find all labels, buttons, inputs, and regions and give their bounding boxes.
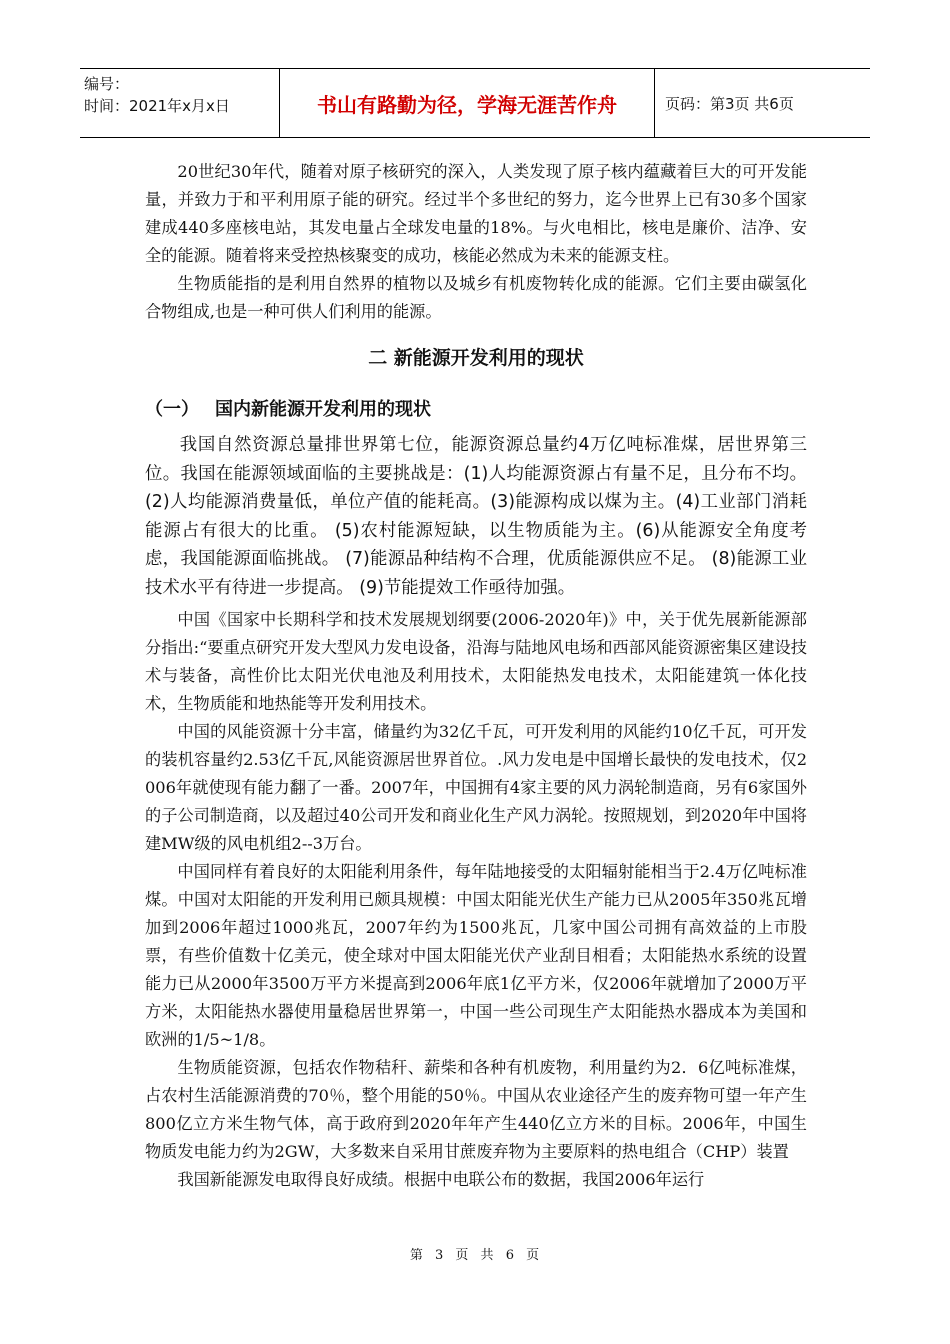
body-block-1: [145, 158, 807, 326]
section-heading-block: [145, 343, 807, 370]
subsection-heading: [145, 395, 807, 421]
header-info-cell: [80, 69, 280, 137]
document-number-label: 编号：: [84, 75, 130, 93]
paragraph-power-generation: 我国新能源发电取得良好成绩。根据中电联公布的数据，我国2006年运行: [177, 1170, 705, 1189]
subsection-heading-block: [145, 395, 807, 421]
paragraph-plan: 中国《国家中长期科学和技术发展规划纲要(2006-2020年)》中，关于优先展新能源部分指出:“要重点研究开发大型风力发电设备，沿海与陆地风电场和西部风能资源密集区建设技术与装备，高性价比太阳光伏电池及利用技术，太阳能热发电技术，太阳能建筑一体化技术，生物质能和地热能等开发利用技术。: [145, 610, 807, 713]
paragraph-solar: 中国同样有着良好的太阳能利用条件，每年陆地接受的太阳辐射能相当于2.4万亿吨标准煤。中国对太阳能的开发利用已颇具规模：中国太阳能光伏生产能力已从2005年350兆瓦增加到2006年超过1000兆瓦，2007年约为1500兆瓦，几家中国公司拥有高效益的上市股票，有些价值数十亿美元，使全球对中国太阳能光伏产业刮目相看；太阳能热水系统的设置能力已从2000年3500万平方米提高到2006年底1亿平方米，仅2006年就增加了2000万平方米，太阳能热水器使用量稳居世界第一，中国一些公司现生产太阳能热水器成本为美国和欧洲的1/5~1/8。: [145, 862, 807, 1049]
paragraph-biomass-resources: 生物质能资源，包括农作物秸秆、薪柴和各种有机废物，利用量约为2．6亿吨标准煤，占农村生活能源消费的70％，整个用能的50％。中国从农业途径产生的废弃物可望一年产生800亿立方米生物气体，高于政府到2020年年产生440亿立方米的目标。2006年，中国生物质发电能力约为2GW，大多数来自采用甘蔗废弃物为主要原料的热电组合（CHP）装置: [145, 1058, 807, 1161]
paragraph-wind: 中国的风能资源十分丰富，储量约为32亿千瓦，可开发利用的风能约10亿千瓦，可开发的装机容量约2.53亿千瓦,风能资源居世界首位。.风力发电是中国增长最快的发电技术，仅2006年就使现有能力翻了一番。2007年，中国拥有4家主要的风力涡轮制造商，另有6家国外的子公司制造商，以及超过40公司开发和商业化生产风力涡轮。按照规划，到2020年中国将建MW级的风电机组2--3万台。: [145, 722, 807, 853]
page-footer: 第 3 页 共 6 页: [409, 1248, 541, 1263]
document-time-label: 时间：2021年x月x日: [84, 97, 230, 115]
subsection-title: 国内新能源开发利用的现状: [215, 399, 431, 420]
header-table: [80, 68, 870, 138]
subsection-number: （一）: [145, 399, 199, 420]
header-motto: 书山有路勤为径，学海无涯苦作舟: [280, 69, 655, 137]
body-block-3: [145, 606, 807, 1194]
body-block-2: [145, 431, 807, 602]
paragraph-challenges: 我国自然资源总量排世界第七位，能源资源总量约4万亿吨标准煤，居世界第三位。我国在能源领域面临的主要挑战是：(1)人均能源资源占有量不足，且分布不均。(2)人均能源消费量低，单位产值的能耗高。(3)能源构成以煤为主。(4)工业部门消耗能源占有很大的比重。 (5)农村能源短缺，以生物质能为主。(6)从能源安全角度考虑，我国能源面临挑战。 (7)能源品种结构不合理，优质能源供应不足。 (8)能源工业技术水平有待进一步提高。 (9)节能提效工作亟待加强。: [145, 435, 807, 598]
paragraph-biomass-definition: 生物质能指的是利用自然界的植物以及城乡有机废物转化成的能源。它们主要由碳氢化合物组成,也是一种可供人们利用的能源。: [145, 274, 807, 321]
section-heading: 二 新能源开发利用的现状: [368, 347, 584, 369]
paragraph-nuclear: 20世纪30年代，随着对原子核研究的深入，人类发现了原子核内蕴藏着巨大的可开发能量，并致力于和平利用原子能的研究。经过半个多世纪的努力，迄今世界上已有30多个国家建成440多座核电站，其发电量占全球发电量的18%。与火电相比，核电是廉价、洁净、安全的能源。随着将来受控热核聚变的成功，核能必然成为未来的能源支柱。: [145, 162, 807, 265]
header-page-label: 页码：第3页 共6页: [665, 94, 794, 113]
